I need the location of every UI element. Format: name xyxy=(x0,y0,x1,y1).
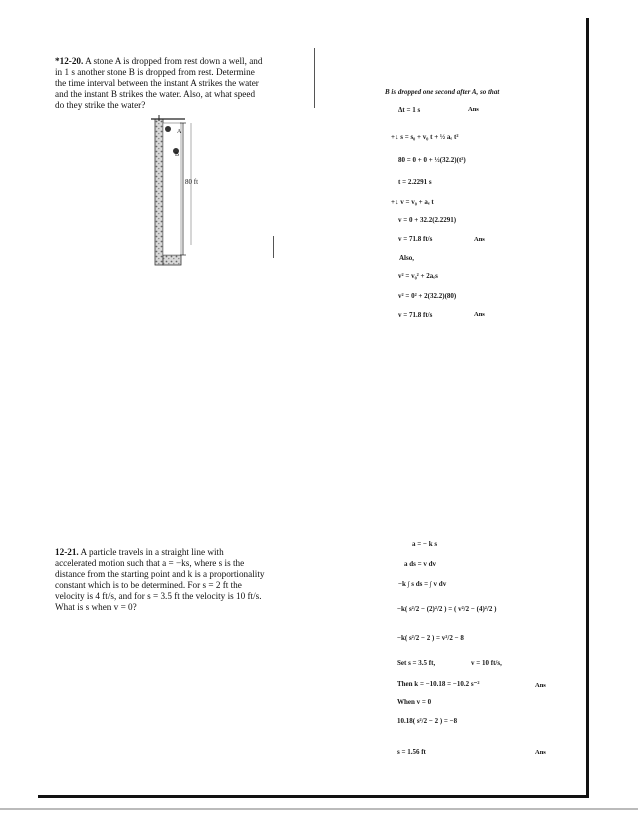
label-80ft: 80 ft xyxy=(185,178,199,186)
equation: Δt = 1 s xyxy=(398,106,421,114)
statement-line: A stone A is dropped from rest down a well, and xyxy=(85,56,263,66)
equation: −k( s²/2 − (2)²/2 ) = ( v²/2 − (4)²/2 ) xyxy=(397,605,497,613)
equation: −k( s²/2 − 2 ) = v²/2 − 8 xyxy=(397,634,464,642)
equation: v = 71.8 ft/s xyxy=(398,235,433,243)
solution-intro: B is dropped one second after A, so that xyxy=(385,88,500,96)
equation: v² = v₀² + 2aₑs xyxy=(398,272,438,280)
equation: −k ∫ s ds = ∫ v dv xyxy=(398,580,447,588)
statement-line: distance from the starting point and k is a proportionality xyxy=(55,569,265,579)
statement-line: in 1 s another stone B is dropped from rest. Determine xyxy=(55,67,255,77)
equation: v = 71.8 ft/s xyxy=(398,311,433,319)
equation: Set s = 3.5 ft, xyxy=(397,659,436,667)
statement-line: constant which is to be determined. For s = 2 ft the xyxy=(55,580,242,590)
label-a: A xyxy=(177,129,182,135)
statement-line: What is s when v = 0? xyxy=(55,602,137,612)
problem-number: 12-21. xyxy=(55,547,79,557)
equation: +↓ s = s₀ + v₀ t + ½ aₑ t² xyxy=(391,133,459,141)
answer-label: Ans xyxy=(535,749,546,756)
equation: 80 = 0 + 0 + ½(32.2)(t²) xyxy=(398,156,466,164)
bottom-rule xyxy=(0,808,638,810)
statement-line: do they strike the water? xyxy=(55,100,146,110)
equation: v² = 0² + 2(32.2)(80) xyxy=(398,292,457,300)
statement-line: and the instant B strikes the water. Also, at what speed xyxy=(55,89,256,99)
statement-line: A particle travels in a straight line with xyxy=(80,547,224,557)
answer-label: Ans xyxy=(468,106,479,113)
label-b: B xyxy=(175,152,180,158)
equation: s = 1.56 ft xyxy=(397,748,426,756)
answer-label: Ans xyxy=(474,236,485,243)
equation: v = 10 ft/s, xyxy=(471,659,502,667)
problem-number: *12-20. xyxy=(55,56,84,66)
equation: +↓ v = v₀ + aₑ t xyxy=(391,198,434,206)
equation: Then k = −10.18 = −10.2 s⁻² xyxy=(397,680,480,688)
equation: a ds = v dv xyxy=(404,560,436,568)
also-label: Also, xyxy=(399,254,414,262)
equation: 10.18( s²/2 − 2 ) = −8 xyxy=(397,717,458,725)
equation: t = 2.2291 s xyxy=(398,178,432,186)
equation: v = 0 + 32.2(2.2291) xyxy=(398,216,457,224)
answer-label: Ans xyxy=(535,682,546,689)
equation: a = − k s xyxy=(412,540,438,548)
page-frame xyxy=(38,18,589,798)
answer-label: Ans xyxy=(474,311,485,318)
scan-mark xyxy=(273,236,274,258)
equation: When v = 0 xyxy=(397,698,432,706)
statement-line: accelerated motion such that a = −ks, where s is the xyxy=(55,558,245,568)
statement-line: the time interval between the instant A strikes the water xyxy=(55,78,259,88)
scan-margin-line xyxy=(314,48,315,108)
statement-line: velocity is 4 ft/s, and for s = 3.5 ft the velocity is 10 ft/s. xyxy=(55,591,262,601)
well-figure xyxy=(145,115,285,275)
